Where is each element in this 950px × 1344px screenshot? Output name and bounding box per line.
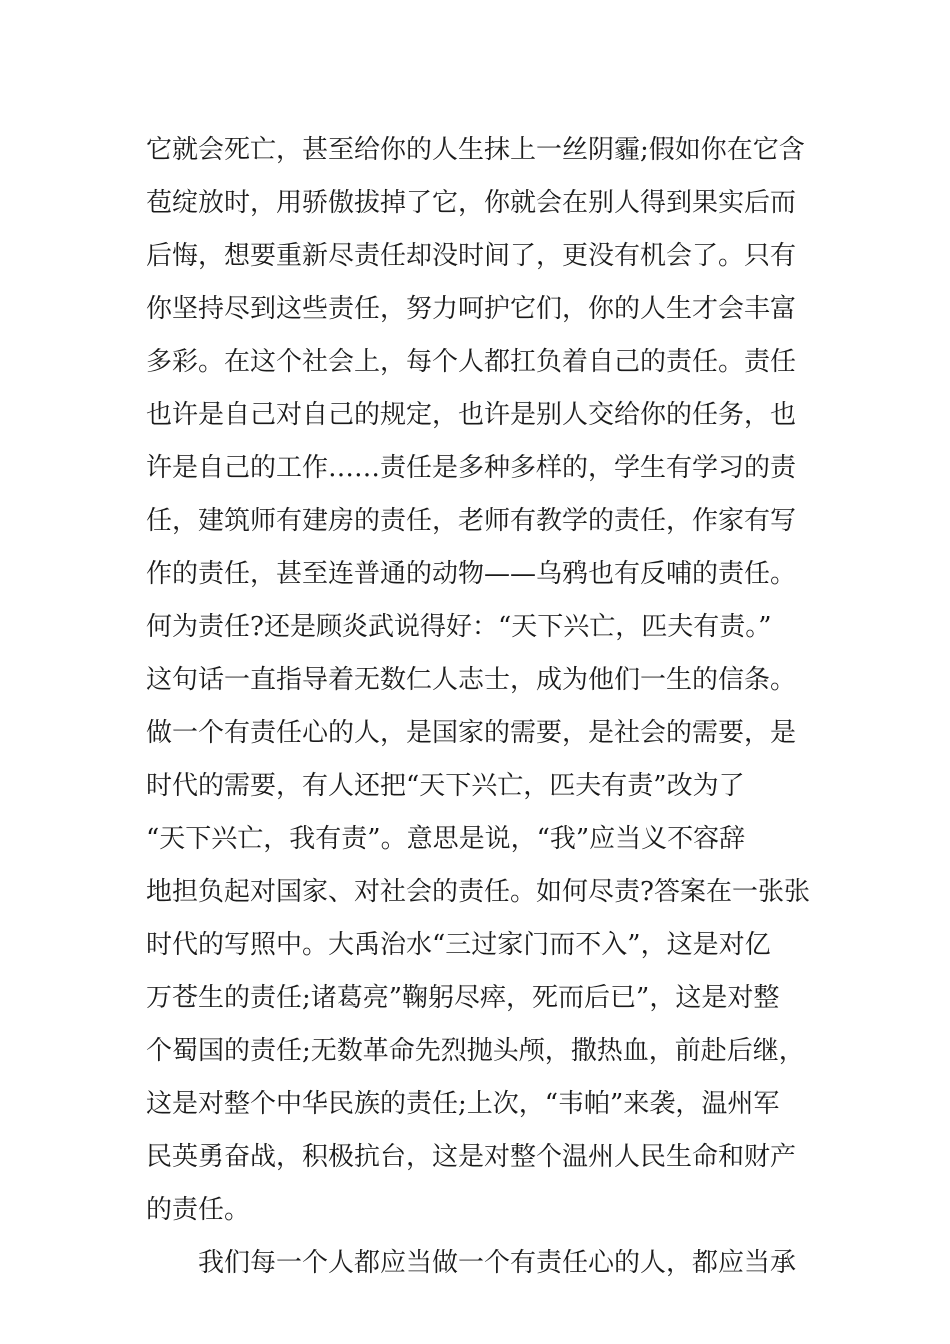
text-line: 许是自己的工作……责任是多种多样的，学生有学习的责 <box>146 453 797 483</box>
text-line: 后悔，想要重新尽责任却没时间了，更没有机会了。只有 <box>146 241 797 271</box>
body-text <box>146 124 810 1290</box>
text-line: 苞绽放时，用骄傲拔掉了它，你就会在别人得到果实后而 <box>146 188 797 218</box>
text-line: 多彩。在这个社会上，每个人都扛负着自己的责任。责任 <box>146 347 797 377</box>
text-line: 它就会死亡，甚至给你的人生抹上一丝阴霾;假如你在它含 <box>146 135 805 165</box>
text-line: 这句话一直指导着无数仁人志士，成为他们一生的信条。 <box>146 665 797 695</box>
text-line: 也许是自己对自己的规定，也许是别人交给你的任务，也 <box>146 400 797 430</box>
text-line: 个蜀国的责任;无数革命先烈抛头颅，撒热血，前赴后继， <box>146 1036 805 1066</box>
text-line: 这是对整个中华民族的责任;上次，“韦帕”来袭，温州军 <box>146 1089 780 1119</box>
text-line: 作的责任，甚至连普通的动物——乌鸦也有反哺的责任。 <box>146 559 797 589</box>
text-line: 地担负起对国家、对社会的责任。如何尽责?答案在一张张 <box>146 877 810 907</box>
text-line: 的责任。 <box>146 1195 251 1225</box>
text-line: 民英勇奋战，积极抗台，这是对整个温州人民生命和财产 <box>146 1142 797 1172</box>
text-line: 时代的写照中。大禹治水“三过家门而不入”，这是对亿 <box>146 930 771 960</box>
text-line: 时代的需要，有人还把“天下兴亡，匹夫有责”改为了 <box>146 771 745 801</box>
text-line: 你坚持尽到这些责任，努力呵护它们，你的人生才会丰富 <box>146 294 797 324</box>
paragraph-start-line: 我们每一个人都应当做一个有责任心的人，都应当承 <box>198 1248 797 1278</box>
text-line: “天下兴亡，我有责”。意思是说，“我”应当义不容辞 <box>146 824 746 854</box>
text-line: 任，建筑师有建房的责任，老师有教学的责任，作家有写 <box>146 506 797 536</box>
text-line: 做一个有责任心的人，是国家的需要，是社会的需要，是 <box>146 718 797 748</box>
text-line: 万苍生的责任;诸葛亮”鞠躬尽瘁，死而后已”，这是对整 <box>146 983 780 1013</box>
text-line: 何为责任?还是顾炎武说得好：“天下兴亡，匹夫有责。” <box>146 612 772 642</box>
